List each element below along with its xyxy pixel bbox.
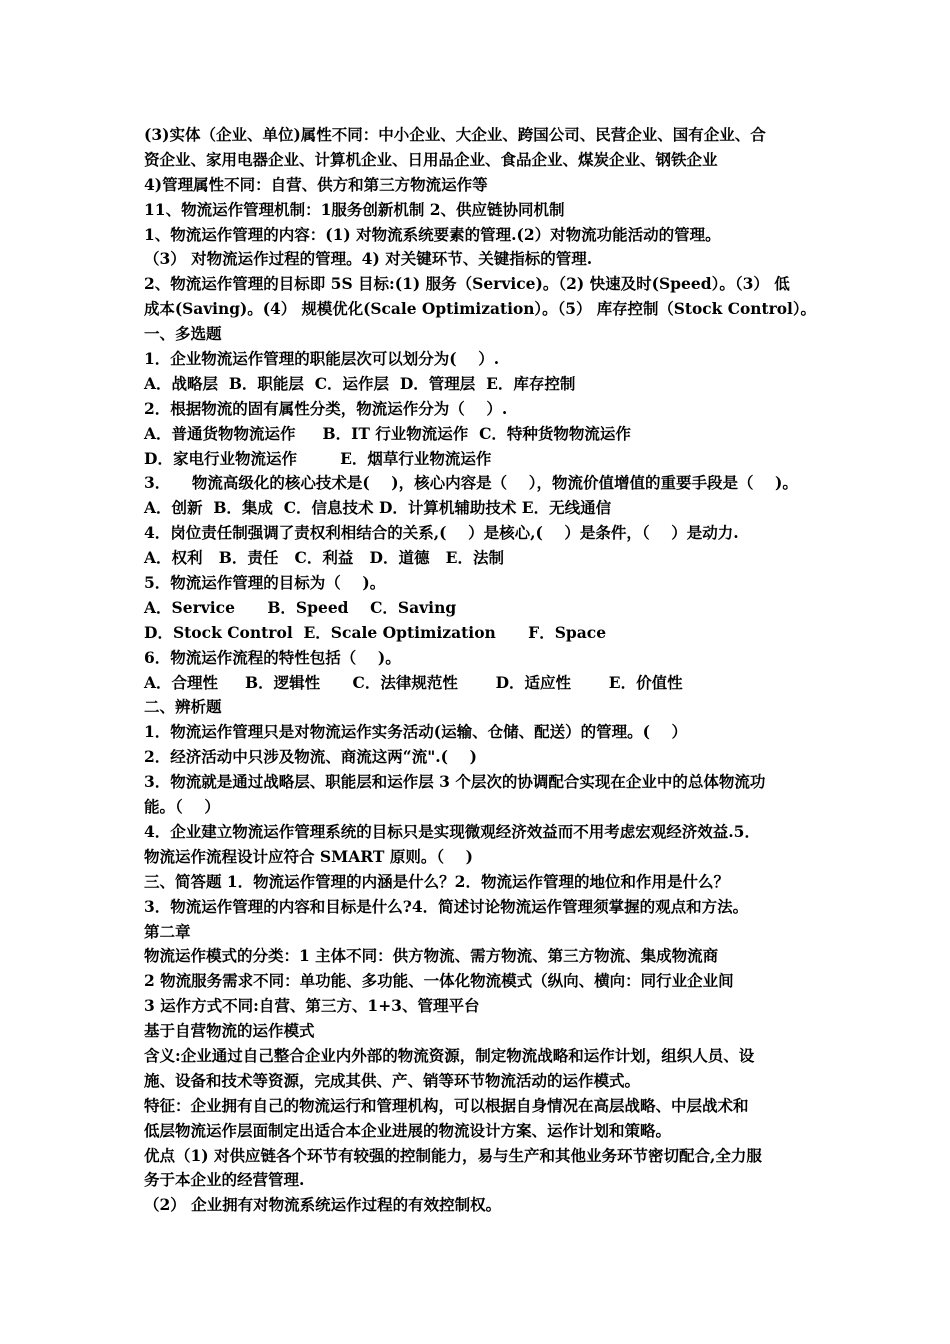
text-line: 务于本企业的经营管理. [144,1170,305,1190]
question-line: 4．企业建立物流运作管理系统的目标只是实现微观经济效益而不用考虑宏观经济效益.5． [144,821,760,841]
text-line: 1、物流运作管理的内容：(1) 对物流系统要素的管理.(2）对物流功能活动的管理。 [144,224,721,244]
question-line: 3． 物流高级化的核心技术是( )，核心内容是（ ），物流价值增值的重要手段是（ )。 [144,473,798,493]
text-line: 2、物流运作管理的目标即 5S 目标:(1) 服务（Service)。（2) 快速及时(Speed）。（3） 低 [144,274,790,294]
text-line: 4)管理属性不同：自营、供方和第三方物流运作等 [144,174,488,194]
text-line: 低层物流运作层面制定出适合本企业进展的物流设计方案、运作计划和策略。 [144,1120,672,1140]
text-line: 优点（1) 对供应链各个环节有较强的控制能力，易与生产和其他业务环节密切配合,全力服 [144,1145,762,1165]
options-line: D．Stock Control E．Scale Optimization F．Space [144,622,607,642]
text-line: （2） 企业拥有对物流系统运作过程的有效控制权。 [144,1195,502,1215]
question-line: 5．物流运作管理的目标为（ )。 [144,573,386,593]
question-line: 1．企业物流运作管理的职能层次可以划分为( ）. [144,349,500,369]
section-heading: 一、多选题 [144,324,222,344]
options-line: A．Service B．Speed C．Saving [144,597,457,617]
question-line: 2．经济活动中只涉及物流、商流这两“流".( ) [144,747,477,767]
question-line: 3．物流运作管理的内容和目标是什么?4．简述讨论物流运作管理须掌握的观点和方法。 [144,896,749,916]
text-line: （3） 对物流运作过程的管理。4) 对关键环节、关键指标的管理. [144,249,593,269]
text-line: 含义:企业通过自己整合企业内外部的物流资源，制定物流战略和运作计划，组织人员、设 [144,1045,755,1065]
options-line: A．合理性 B．逻辑性 C．法律规范性 D．适应性 E．价值性 [144,672,683,692]
options-line: A．战略层 B．职能层 C．运作层 D．管理层 E．库存控制 [144,373,576,393]
text-line: 成本(Saving)。(4） 规模优化(Scale Optimization）。（5） 库存控制（Stock Control）。 [144,299,816,319]
options-line: A．创新 B．集成 C．信息技术 D．计算机辅助技术 E．无线通信 [144,498,612,518]
section-heading: 二、辨析题 [144,697,222,717]
text-line: 特征：企业拥有自己的物流运行和管理机构，可以根据自身情况在高层战略、中层战术和 [144,1095,749,1115]
question-line: 4．岗位责任制强调了责权利相结合的关系,( ）是核心,( ）是条件，（ ）是动力. [144,523,739,543]
text-line: 2 物流服务需求不同：单功能、多功能、一体化物流模式（纵向、横向：同行业企业间 [144,971,734,991]
options-line: A．普通货物物流运作 B．IT 行业物流运作 C．特种货物物流运作 [144,423,631,443]
text-line: 物流运作模式的分类：1 主体不同：供方物流、需方物流、第三方物流、集成物流商 [144,946,719,966]
options-line: A．权利 B．责任 C．利益 D．道德 E．法制 [144,548,504,568]
document-page [144,123,816,1218]
text-line: 施、设备和技术等资源，完成其供、产、销等环节物流活动的运作模式。 [144,1070,641,1090]
question-line: 1．物流运作管理只是对物流运作实务活动(运输、仓储、配送）的管理。( ） [144,722,688,742]
text-line: 能。（ ） [144,797,220,817]
question-line: 3．物流就是通过战略层、职能层和运作层 3 个层次的协调配合实现在企业中的总体物流功 [144,772,766,792]
text-line: 11、物流运作管理机制：1服务创新机制 2、供应链协同机制 [144,199,565,219]
subheading: 基于自营物流的运作模式 [144,1021,315,1041]
text-line: 3 运作方式不同:自营、第三方、1+3、管理平台 [144,996,480,1016]
chapter-heading: 第二章 [144,921,191,941]
options-line: D．家电行业物流运作 E．烟草行业物流运作 [144,448,492,468]
text-line: 物流运作流程设计应符合 SMART 原则。（ ) [144,846,473,866]
text-line: 资企业、家用电器企业、计算机企业、日用品企业、食品企业、煤炭企业、钢铁企业 [144,149,718,169]
section-heading: 三、简答题 1．物流运作管理的内涵是什么？2．物流运作管理的地位和作用是什么？ [144,871,729,891]
text-line: (3)实体（企业、单位)属性不同：中小企业、大企业、跨国公司、民营企业、国有企业、合 [144,125,766,144]
question-line: 6．物流运作流程的特性包括（ )。 [144,647,401,667]
question-line: 2．根据物流的固有属性分类，物流运作分为（ ）. [144,398,508,418]
